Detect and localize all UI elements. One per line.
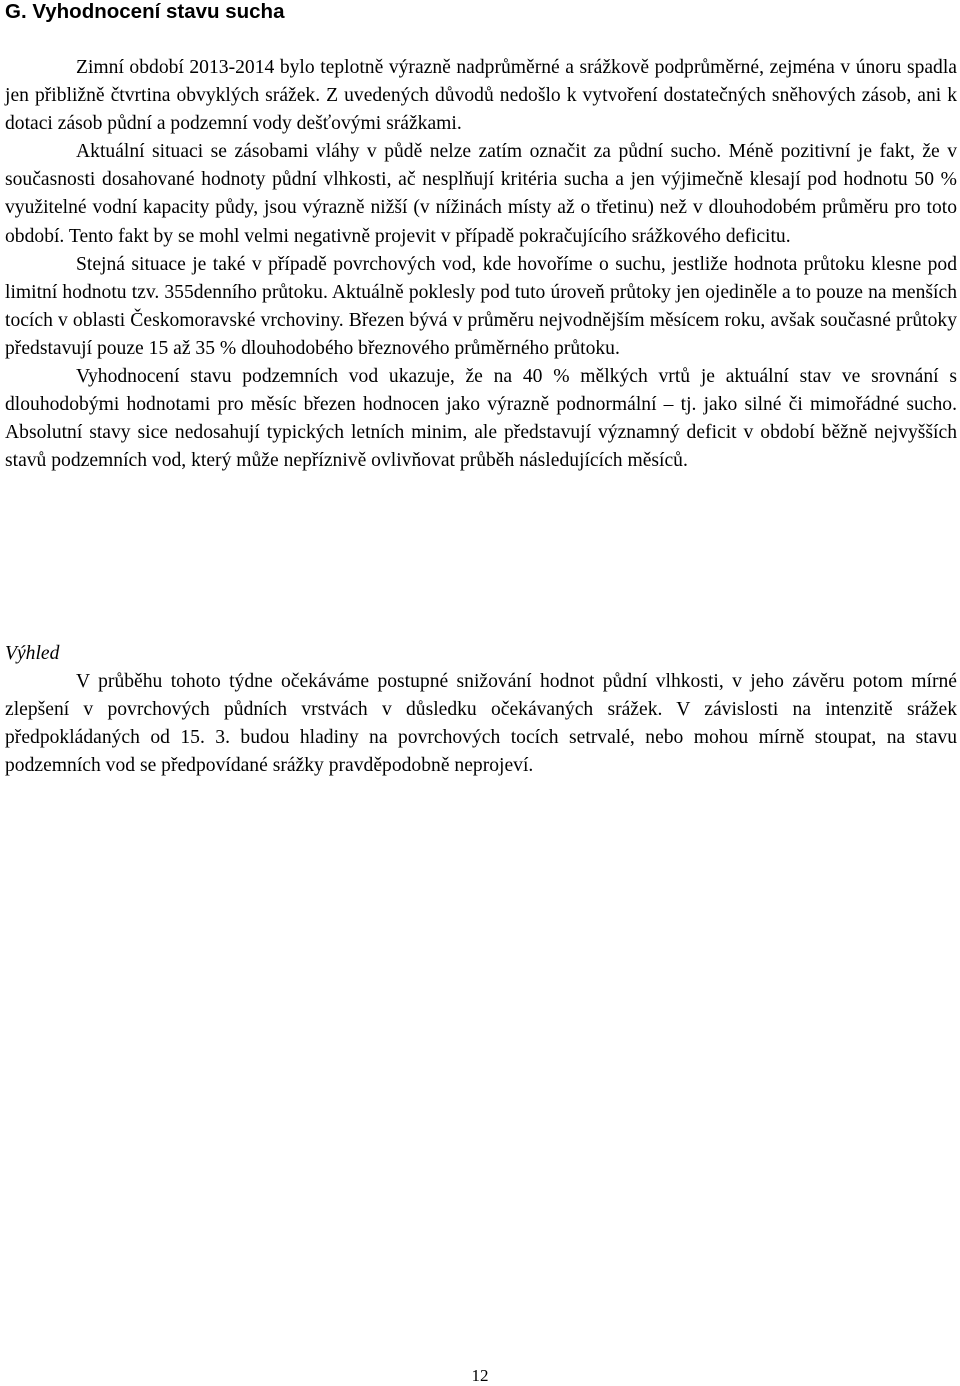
document-page xyxy=(5,0,957,777)
paragraph-winter-summary: Zimní období 2013-2014 bylo teplotně výrazně nadprůměrné a srážkově podprůměrné, zejména v únoru spadla jen přibližně čtvrtina obvyklých srážek. Z uvedených důvodů nedošlo k vytvoření dostatečných sněhových zásob, ani k dotaci zásob půdní a podzemní vody dešťovými srážkami. xyxy=(5,57,957,135)
section-heading: G. Vyhodnocení stavu sucha xyxy=(5,0,285,23)
paragraph-groundwater: Vyhodnocení stavu podzemních vod ukazuje, že na 40 % mělkých vrtů je aktuální stav ve srovnání s dlouhodobými hodnotami pro měsíc březen hodnocen jako výrazně podnormální – tj. jako silné či mimořádné sucho. Absolutní stavy sice nedosahují typických letních minim, ale představují významný deficit v období běžně nejvyšších stavů podzemních vod, který může nepříznivě ovlivňovat průběh následujících měsíců. xyxy=(5,366,957,472)
paragraph-surface-water: Stejná situace je také v případě povrchových vod, kde hovoříme o suchu, jestliže hodnota průtoku klesne pod limitní hodnotu tzv. 355denního průtoku. Aktuálně poklesly pod tuto úroveň průtoky jen ojediněle a to pouze na menších tocích v oblasti Českomoravské vrchoviny. Březen bývá v průměru nejvodnějším měsícem roku, avšak současné průtoky představují pouze 15 až 35 % dlouhodobého březnového průměrného průtoku. xyxy=(5,253,957,359)
page-number: 12 xyxy=(471,1366,489,1385)
paragraph-outlook: V průběhu tohoto týdne očekáváme postupné snižování hodnot půdní vlhkosti, v jeho závěru potom mírné zlepšení v povrchových půdních vrstvách v důsledku očekávaných srážek. V závislosti na intenzitě srážek předpokládaných od 15. 3. budou hladiny na povrchových tocích setrvalé, nebo mohou mírně stoupat, na stavu podzemních vod se předpovídané srážky pravděpodobně neprojeví. xyxy=(5,671,957,777)
outlook-title: Výhled xyxy=(5,643,60,664)
paragraph-soil-moisture: Aktuální situaci se zásobami vláhy v půdě nelze zatím označit za půdní sucho. Méně pozitivní je fakt, že v současnosti dosahované hodnoty půdní vlhkosti, ač nesplňují kritéria sucha a jen výjimečně klesají pod hodnotu 50 % využitelné vodní kapacity půdy, jsou výrazně nižší (v nížinách místy až o třetinu) než v dlouhodobém průměru pro toto období. Tento fakt by se mohl velmi negativně projevit v případě pokračujícího srážkového deficitu. xyxy=(5,141,957,247)
outlook-section xyxy=(5,640,957,780)
drought-assessment-section xyxy=(5,54,957,475)
